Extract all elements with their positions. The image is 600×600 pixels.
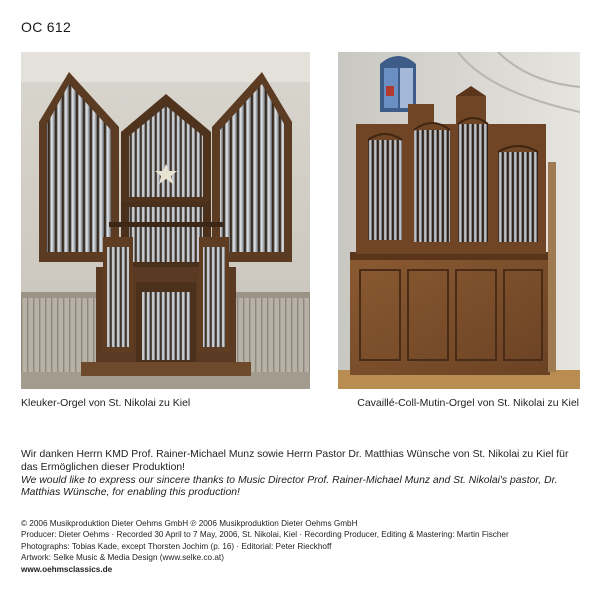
acknowledgement-english: We would like to express our sincere thanks to Music Director Prof. Rainer-Michael Munz and St. Nikolai's pastor, Dr. Matthias Wünsche, for enabling this production! [21,474,558,499]
photographs-line: Photographs: Tobias Kade, except Thorsten Jochim (p. 16) · Editorial: Peter Rieckhoff [21,541,332,551]
photo-caption-right: Cavaillé-Coll-Mutin-Orgel von St. Nikolai zu Kiel [357,397,579,409]
acknowledgement-german: Wir danken Herrn KMD Prof. Rainer-Michael Munz sowie Herrn Pastor Dr. Matthias Wünsche von St. Nikolai zu Kiel für das Ermöglichen dieser Produktion! [21,449,569,473]
producer-line: Producer: Dieter Oehms · Recorded 30 April to 7 May, 2006, St. Nikolai, Kiel · Recording Producer, Editing & Mastering: Martin Fischer [21,530,509,540]
artwork-line: Artwork: Selke Music & Media Design (www.selke.co.at) [21,553,224,563]
copyright-line: © 2006 Musikproduktion Dieter Oehms GmbH ℗ 2006 Musikproduktion Dieter Oehms GmbH [21,519,358,528]
acknowledgement [21,449,586,500]
kleuker-organ-photo [21,52,310,389]
photo-caption-left: Kleuker-Orgel von St. Nikolai zu Kiel [21,397,191,409]
website-link[interactable]: www.oehmsclassics.de [21,564,113,574]
catalog-number: OC 612 [21,19,72,35]
cavaille-coll-organ-photo [338,52,580,389]
credits-block [21,518,586,575]
